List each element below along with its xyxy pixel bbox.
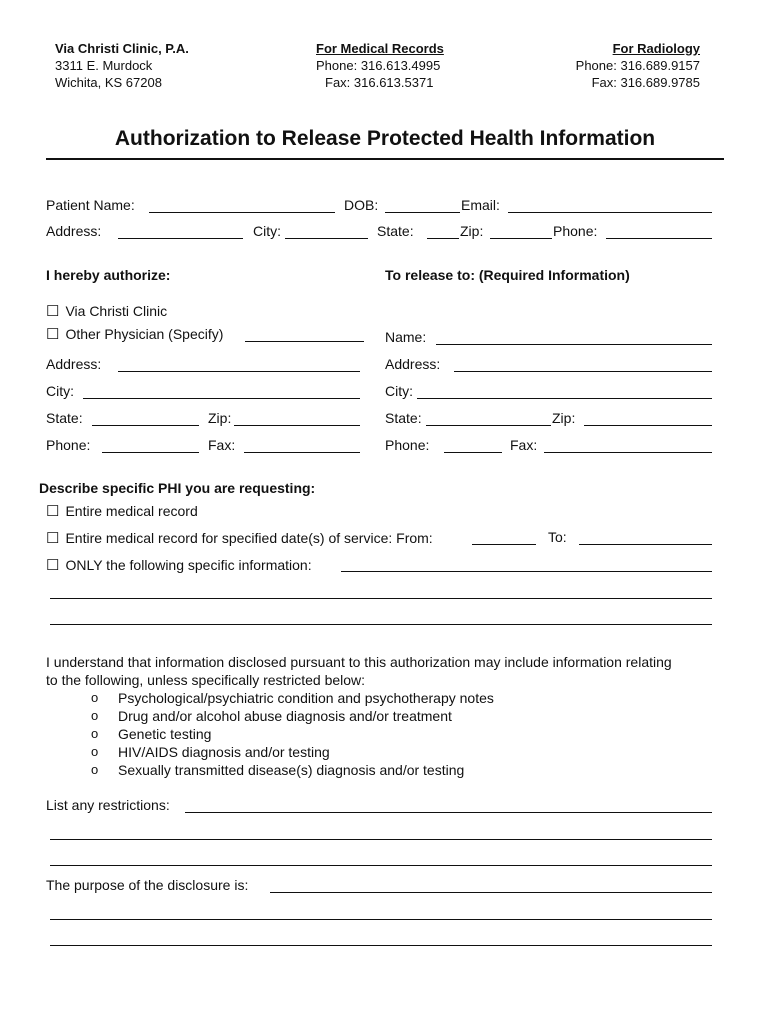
list-item: Drug and/or alcohol abuse diagnosis and/or treatment <box>118 708 452 724</box>
release-fax-field[interactable] <box>544 452 712 453</box>
disclosure-text-line1: I understand that information disclosed pursuant to this authorization may include information relating <box>46 654 672 670</box>
bullet-icon: o <box>91 762 99 777</box>
phi-option-entire-record[interactable] <box>46 502 198 520</box>
authorize-fax-field[interactable] <box>244 452 360 453</box>
patient-city-label: City: <box>253 223 281 239</box>
list-item: HIV/AIDS diagnosis and/or testing <box>118 744 330 760</box>
authorize-option-via-christi[interactable] <box>46 302 167 320</box>
authorize-state-field[interactable] <box>92 425 199 426</box>
authorize-state-label: State: <box>46 410 83 426</box>
checkbox-icon[interactable]: ☐ <box>46 303 60 320</box>
disclosure-text-line2: to the following, unless specifically restricted below: <box>46 672 366 688</box>
authorize-heading: I hereby authorize: <box>46 267 171 283</box>
authorize-phone-field[interactable] <box>102 452 199 453</box>
list-item: Genetic testing <box>118 726 212 742</box>
release-name-field[interactable] <box>436 344 712 345</box>
clinic-name: Via Christi Clinic, P.A. <box>55 41 189 56</box>
patient-state-label: State: <box>377 223 414 239</box>
restrictions-field-line2[interactable] <box>50 839 712 840</box>
option-label: Other Physician (Specify) <box>65 326 224 342</box>
release-zip-field[interactable] <box>584 425 712 426</box>
bullet-icon: o <box>91 708 99 723</box>
phi-heading: Describe specific PHI you are requesting: <box>39 480 316 496</box>
release-phone-field[interactable] <box>444 452 502 453</box>
dob-field[interactable] <box>385 212 460 213</box>
other-physician-field[interactable] <box>245 341 364 342</box>
patient-state-field[interactable] <box>427 238 459 239</box>
restrictions-label: List any restrictions: <box>46 797 170 813</box>
patient-city-field[interactable] <box>285 238 368 239</box>
patient-name-label: Patient Name: <box>46 197 135 213</box>
dob-label: DOB: <box>344 197 379 213</box>
release-zip-label: Zip: <box>552 410 576 426</box>
release-state-field[interactable] <box>426 425 551 426</box>
purpose-field-line1[interactable] <box>270 892 712 893</box>
option-label: Entire medical record <box>65 503 198 519</box>
checkbox-icon[interactable]: ☐ <box>46 557 60 574</box>
patient-phone-field[interactable] <box>606 238 712 239</box>
patient-zip-label: Zip: <box>460 223 484 239</box>
purpose-field-line3[interactable] <box>50 945 712 946</box>
release-phone-label: Phone: <box>385 437 430 453</box>
release-heading: To release to: (Required Information) <box>385 267 630 283</box>
release-name-label: Name: <box>385 329 427 345</box>
authorize-fax-label: Fax: <box>208 437 236 453</box>
medical-records-heading: For Medical Records <box>316 41 444 56</box>
phi-option-specific[interactable] <box>46 556 312 574</box>
radiology-phone: Phone: 316.689.9157 <box>575 58 700 73</box>
bullet-icon: o <box>91 690 99 705</box>
phi-option-date-range[interactable] <box>46 529 433 547</box>
authorize-zip-label: Zip: <box>208 410 232 426</box>
checkbox-icon[interactable]: ☐ <box>46 530 60 547</box>
purpose-label: The purpose of the disclosure is: <box>46 877 249 893</box>
clinic-address-line1: 3311 E. Murdock <box>55 58 153 73</box>
release-address-field[interactable] <box>454 371 712 372</box>
release-address-label: Address: <box>385 356 441 372</box>
title-rule <box>46 158 724 160</box>
patient-address-field[interactable] <box>118 238 243 239</box>
phi-specific-field-line1[interactable] <box>341 571 712 572</box>
radiology-heading: For Radiology <box>612 41 700 56</box>
phi-to-label: To: <box>548 529 567 545</box>
clinic-address-line2: Wichita, KS 67208 <box>55 75 162 90</box>
email-label: Email: <box>461 197 500 213</box>
phi-to-date-field[interactable] <box>579 544 712 545</box>
purpose-field-line2[interactable] <box>50 919 712 920</box>
patient-zip-field[interactable] <box>490 238 552 239</box>
bullet-icon: o <box>91 744 99 759</box>
patient-phone-label: Phone: <box>553 223 598 239</box>
page-title: Authorization to Release Protected Health Information <box>114 127 656 150</box>
release-state-label: State: <box>385 410 422 426</box>
authorize-zip-field[interactable] <box>234 425 360 426</box>
phi-specific-field-line3[interactable] <box>50 624 712 625</box>
option-label: ONLY the following specific information: <box>65 557 312 573</box>
phi-specific-field-line2[interactable] <box>50 598 712 599</box>
authorize-address-label: Address: <box>46 356 102 372</box>
list-item: Psychological/psychiatric condition and psychotherapy notes <box>118 690 494 706</box>
medical-records-phone: Phone: 316.613.4995 <box>316 58 441 73</box>
email-field[interactable] <box>508 212 712 213</box>
release-city-field[interactable] <box>417 398 712 399</box>
medical-records-fax: Fax: 316.613.5371 <box>325 75 434 90</box>
bullet-icon: o <box>91 726 99 741</box>
option-label: Entire medical record for specified date(s) of service: From: <box>65 530 433 546</box>
phi-from-date-field[interactable] <box>472 544 536 545</box>
release-fax-label: Fax: <box>510 437 538 453</box>
authorize-option-other-physician[interactable] <box>46 325 223 343</box>
authorize-address-field[interactable] <box>118 371 360 372</box>
restrictions-field-line3[interactable] <box>50 865 712 866</box>
authorize-city-label: City: <box>46 383 74 399</box>
checkbox-icon[interactable]: ☐ <box>46 326 60 343</box>
checkbox-icon[interactable]: ☐ <box>46 503 60 520</box>
release-city-label: City: <box>385 383 413 399</box>
authorize-city-field[interactable] <box>83 398 360 399</box>
option-label: Via Christi Clinic <box>65 303 168 319</box>
authorize-phone-label: Phone: <box>46 437 91 453</box>
patient-name-field[interactable] <box>149 212 335 213</box>
restrictions-field-line1[interactable] <box>185 812 712 813</box>
patient-address-label: Address: <box>46 223 102 239</box>
radiology-fax: Fax: 316.689.9785 <box>591 75 700 90</box>
list-item: Sexually transmitted disease(s) diagnosis and/or testing <box>118 762 465 778</box>
